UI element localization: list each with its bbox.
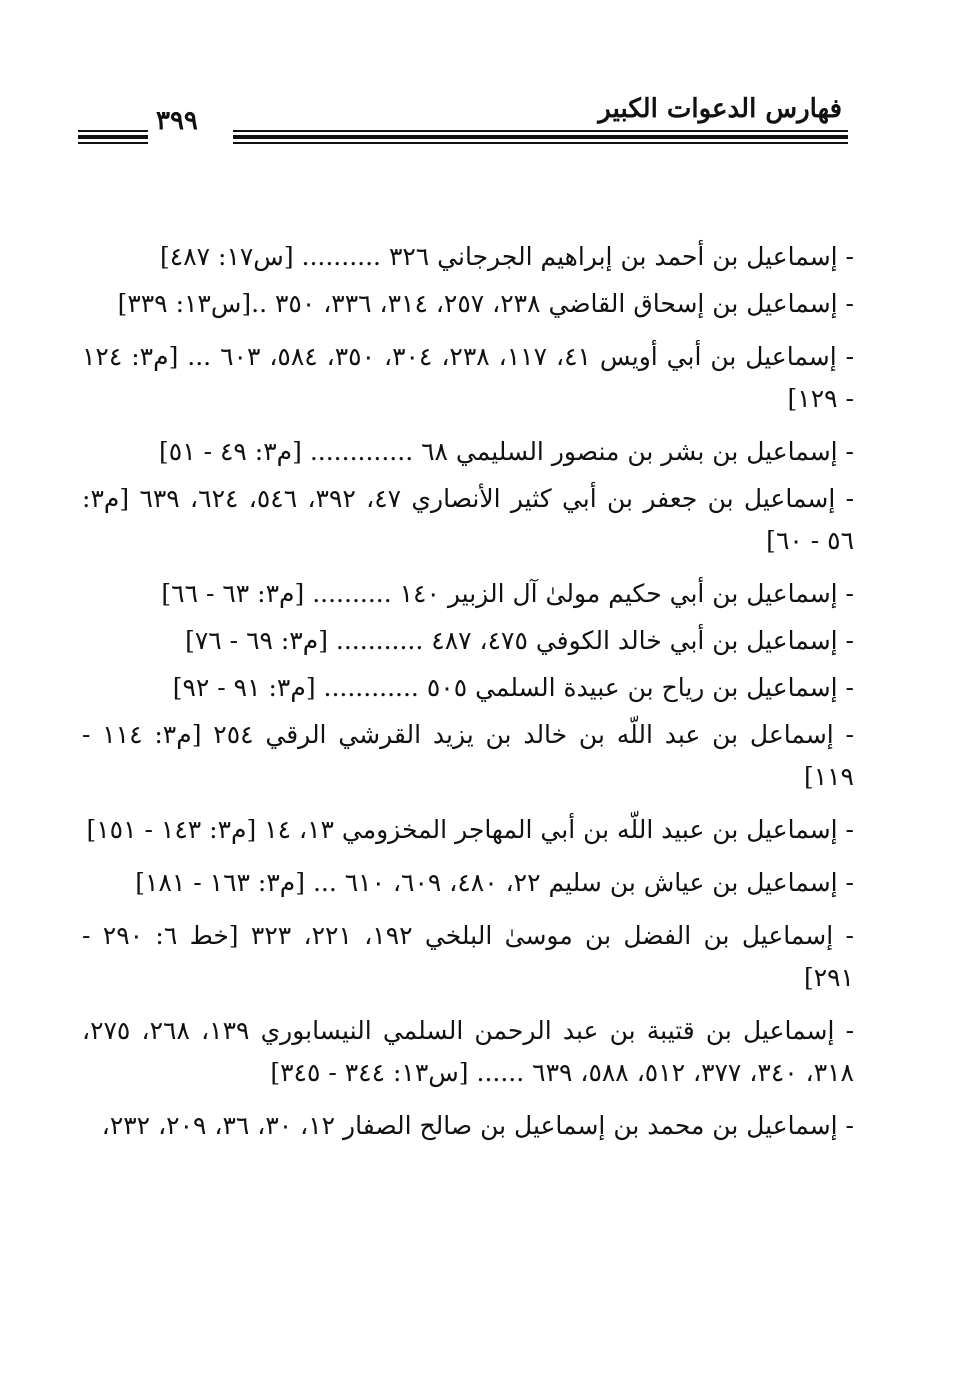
index-entries	[82, 236, 854, 1158]
index-entry: - إسماعيل بن أبي أويس ٤١، ١١٧، ٢٣٨، ٣٠٤، ٣٥٠، ٥٨٤، ٦٠٣ ... [م٣: ١٢٤ - ١٢٩]	[82, 342, 855, 413]
index-entry: - إسماعيل بن محمد بن إسماعيل بن صالح الصفار ١٢، ٣٠، ٣٦، ٢٠٩، ٢٣٢،	[101, 1111, 854, 1140]
index-entry: - إسماعيل بن بشر بن منصور السليمي ٦٨ ............. [م٣: ٤٩ - ٥١]	[159, 437, 854, 466]
index-entry: - إسماعيل بن جعفر بن أبي كثير الأنصاري ٤٧، ٣٩٢، ٥٤٦، ٦٢٤، ٦٣٩ [م٣: ٥٦ - ٦٠]	[82, 484, 855, 555]
header-rule-short	[78, 130, 148, 144]
running-header	[78, 92, 848, 152]
header-rule	[233, 130, 848, 144]
index-entry: - إسماعيل بن إسحاق القاضي ٢٣٨، ٢٥٧، ٣١٤، ٣٣٦، ٣٥٠ ..[س١٣: ٣٣٩]	[117, 289, 854, 318]
index-entry: - إسماعيل بن عبيد اللّه بن أبي المهاجر المخزومي ١٣، ١٤ [م٣: ١٤٣ - ١٥١]	[86, 815, 854, 844]
index-entry: - إسماعيل بن رياح بن عبيدة السلمي ٥٠٥ ............ [م٣: ٩١ - ٩٢]	[172, 673, 854, 702]
header-title: فهارس الدعوات الكبير	[598, 94, 842, 124]
index-entry: - إسماعيل بن أبي خالد الكوفي ٤٧٥، ٤٨٧ ........... [م٣: ٦٩ - ٧٦]	[185, 626, 854, 655]
index-entry: - إسماعيل بن أحمد بن إبراهيم الجرجاني ٣٢٦ .......... [س١٧: ٤٨٧]	[160, 242, 854, 271]
index-entry: - إسماعل بن عبد اللّه بن خالد بن يزيد القرشي الرقي ٢٥٤ [م٣: ١١٤ - ١١٩]	[82, 720, 854, 791]
page-number: ٣٩٩	[156, 106, 198, 136]
index-entry: - إسماعيل بن الفضل بن موسىٰ البلخي ١٩٢، ٢٢١، ٣٢٣ [خط ٦: ٢٩٠ - ٢٩١]	[82, 921, 854, 992]
index-entry: - إسماعيل بن قتيبة بن عبد الرحمن السلمي النيسابوري ١٣٩، ٢٦٨، ٢٧٥، ٣١٨، ٣٤٠، ٣٧٧، ٥١٢، ٥٨٨، ٦٣٩ ...... [س١٣: ٣٤٤ - ٣٤٥]	[82, 1016, 855, 1087]
index-entry: - إسماعيل بن أبي حكيم مولىٰ آل الزبير ١٤٠ .......... [م٣: ٦٣ - ٦٦]	[161, 579, 854, 608]
index-entry: - إسماعيل بن عياش بن سليم ٢٢، ٤٨٠، ٦٠٩، ٦١٠ ... [م٣: ١٦٣ - ١٨١]	[135, 868, 854, 897]
